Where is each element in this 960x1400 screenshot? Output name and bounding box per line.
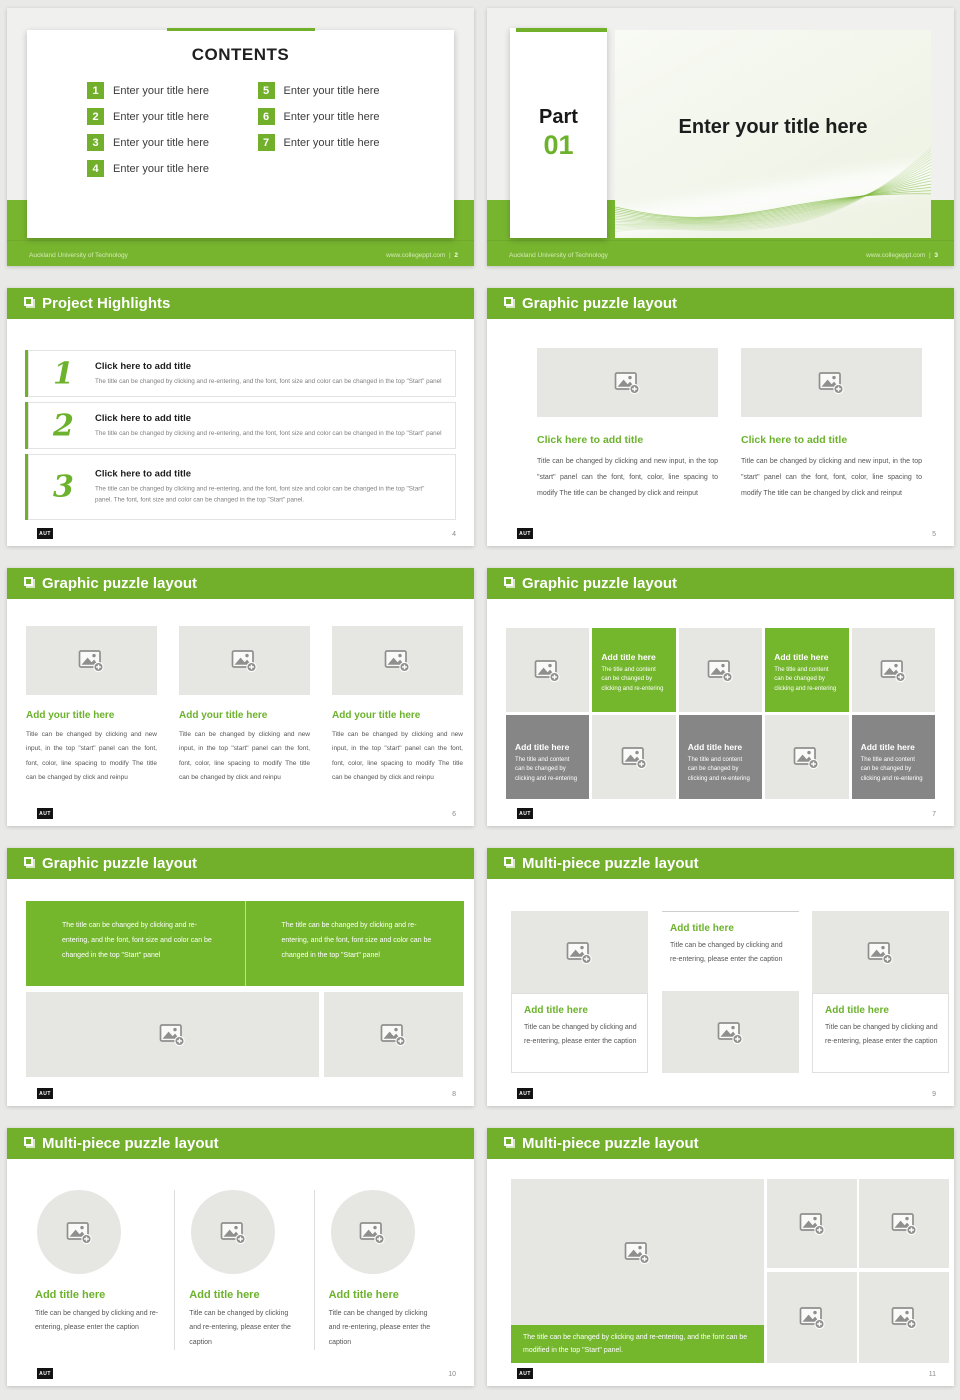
page-number: 11 (928, 1371, 936, 1378)
column-title: Add title here (524, 1005, 588, 1016)
section-header-bar (7, 848, 474, 879)
highlight-body: The title can be changed by clicking and re-entering, and the font, font size and color can be changed in the top "Start" panel. The font, font size and color can be changed in the top "Start" panel. (95, 485, 425, 504)
content-column (741, 348, 922, 501)
ballot-box-icon (504, 577, 513, 586)
contents-item: 1 Enter your title here (87, 82, 258, 99)
column-body: Title can be changed by clicking and new input, in the top "start" panel can the font, font, color, line spacing to modify The title can be changed by click and reinput (741, 458, 922, 497)
slide-part-01[interactable] (487, 8, 954, 266)
banner-text-right: The title can be changed by clicking and re-entering, and the font, font size and color can be changed in the top "Start" panel (245, 901, 465, 986)
item-number-badge: 2 (87, 108, 104, 125)
aut-logo: AUT (517, 808, 533, 819)
column-title: Add title here (825, 1005, 889, 1016)
slide-graphic-puzzle-2col[interactable] (487, 288, 954, 546)
page-number: 10 (448, 1371, 456, 1378)
content-column (35, 1190, 174, 1350)
highlight-title: Click here to add title (95, 412, 192, 424)
image-placeholder (767, 1179, 857, 1268)
content-column (314, 1190, 453, 1350)
item-number-badge: 7 (258, 134, 275, 151)
image-placeholder (767, 1272, 857, 1363)
column-body: Title can be changed by clicking and new input, in the top "start" panel can the font, font, color, line spacing to modify The title can be changed by click and reinpu (26, 731, 157, 781)
section-title-panel (615, 30, 931, 238)
column-body: Title can be changed by clicking and new input, in the top "start" panel can the font, font, color, line spacing to modify The title can be changed by click and reinput (537, 458, 718, 497)
image-placeholder-icon (891, 1211, 918, 1236)
image-placeholder-icon (614, 370, 641, 395)
part-card (510, 28, 607, 238)
part-number: 01 (543, 129, 574, 160)
column-body: Title can be changed by clicking and re-entering, please enter the caption (189, 1310, 291, 1346)
image-placeholder (859, 1272, 949, 1363)
column-title: Add your title here (26, 710, 115, 721)
column-title: Click here to add title (537, 434, 644, 446)
image-placeholder (765, 715, 848, 799)
highlight-item (25, 350, 456, 397)
column-title: Add your title here (332, 710, 421, 721)
image-placeholder (662, 991, 799, 1073)
banner-text-left: The title can be changed by clicking and re-entering, and the font, font size and color can be changed in the top "Start" panel (62, 922, 212, 960)
page-number: 3 (934, 252, 938, 259)
section-header-title: Project Highlights (42, 295, 171, 312)
text-tile: Add title here The title and content can be changed by clicking and re-entering (592, 628, 675, 712)
image-placeholder (26, 992, 319, 1077)
contents-item: 3 Enter your title here (87, 134, 258, 151)
image-placeholder-icon (799, 1211, 826, 1236)
section-header-title: Multi-piece puzzle layout (522, 1135, 699, 1152)
text-tile: Add title here The title and content can be changed by clicking and re-entering (506, 715, 589, 799)
image-caption: The title can be changed by clicking and re-entering, and the font can be modified in the top "Start" panel. (511, 1325, 764, 1363)
image-placeholder-icon (159, 1022, 186, 1047)
column-body: Title can be changed by clicking and re-entering, please enter the caption (524, 1024, 637, 1045)
highlight-title: Click here to add title (95, 360, 192, 372)
section-header-bar (487, 1128, 954, 1159)
section-header-title: Multi-piece puzzle layout (42, 1135, 219, 1152)
column-title: Add title here (189, 1289, 260, 1301)
image-placeholder (332, 626, 463, 695)
highlight-title: Click here to add title (95, 468, 192, 480)
image-placeholder-icon (818, 370, 845, 395)
slide-graphic-puzzle-banner[interactable] (7, 848, 474, 1106)
image-placeholder (511, 1179, 764, 1325)
page-number: 4 (452, 531, 456, 538)
green-banner (26, 901, 464, 986)
image-placeholder (537, 348, 718, 417)
slide-multi-piece-grid[interactable] (487, 1128, 954, 1386)
content-column (511, 911, 648, 1073)
slide-graphic-puzzle-grid[interactable] (487, 568, 954, 826)
image-placeholder-icon (384, 648, 411, 673)
column-body: Title can be changed by clicking and re-entering, please enter the caption (35, 1310, 159, 1332)
image-placeholder-icon (220, 1220, 247, 1245)
page-number: 6 (452, 811, 456, 818)
image-placeholder-icon (793, 745, 820, 770)
image-grid (767, 1179, 949, 1363)
page-number: 9 (932, 1091, 936, 1098)
aut-logo: AUT (37, 1088, 53, 1099)
page-number: 5 (932, 531, 936, 538)
accent-line (516, 28, 607, 32)
column-title: Add title here (670, 923, 734, 934)
highlight-number: 1 (53, 356, 74, 391)
image-placeholder (812, 911, 949, 993)
section-header-bar (487, 568, 954, 599)
section-header-title: Graphic puzzle layout (522, 575, 678, 592)
accent-line (167, 28, 315, 31)
image-placeholder-icon (380, 1022, 407, 1047)
footer-site: www.collegeppt.com (866, 252, 926, 259)
section-title: Enter your title here (678, 116, 868, 138)
column-body: Title can be changed by clicking and re-entering, please enter the caption (670, 942, 783, 963)
text-tile: Add title here The title and content can be changed by clicking and re-entering (852, 715, 935, 799)
content-column (174, 1190, 313, 1350)
page-number: 8 (452, 1091, 456, 1098)
aut-logo: AUT (517, 1368, 533, 1379)
ballot-box-icon (504, 857, 513, 866)
image-placeholder-icon (717, 1020, 744, 1045)
section-header-title: Graphic puzzle layout (42, 575, 198, 592)
highlight-number: 2 (53, 408, 74, 443)
aut-logo: AUT (37, 1368, 53, 1379)
image-placeholder-icon (799, 1305, 826, 1330)
page-number: 2 (454, 252, 458, 259)
section-header-bar (7, 288, 474, 319)
image-placeholder-icon (566, 940, 593, 965)
content-column (26, 626, 157, 785)
item-number-badge: 5 (258, 82, 275, 99)
page-number: 7 (932, 811, 936, 818)
image-placeholder (859, 1179, 949, 1268)
image-placeholder (324, 992, 463, 1077)
column-body: Title can be changed by clicking and re-entering, please enter the caption (328, 1310, 431, 1346)
contents-item: 4 Enter your title here (87, 160, 258, 177)
contents-item: 2 Enter your title here (87, 108, 258, 125)
image-placeholder (592, 715, 675, 799)
contents-item: 7 Enter your title here (258, 134, 429, 151)
slide-footer: Auckland University of Technology www.collegeppt.com | 2 (29, 252, 458, 259)
section-header-title: Graphic puzzle layout (522, 295, 678, 312)
contents-list (87, 82, 428, 177)
image-placeholder (852, 628, 935, 712)
ballot-box-icon (24, 577, 33, 586)
section-header-title: Multi-piece puzzle layout (522, 855, 699, 872)
slide-graphic-puzzle-3col[interactable] (7, 568, 474, 826)
image-placeholder-icon (891, 1305, 918, 1330)
image-placeholder (741, 348, 922, 417)
contents-title: CONTENTS (191, 45, 290, 64)
section-header-title: Graphic puzzle layout (42, 855, 198, 872)
item-number-badge: 4 (87, 160, 104, 177)
image-placeholder-icon (624, 1240, 651, 1265)
content-column (812, 911, 949, 1073)
wave-graphic (615, 69, 931, 238)
column-body: Title can be changed by clicking and new input, in the top "start" panel can the font, font, color, line spacing to modify The title can be changed by click and reinpu (332, 731, 463, 781)
ballot-box-icon (24, 297, 33, 306)
item-number-badge: 6 (258, 108, 275, 125)
section-header-bar (7, 568, 474, 599)
ballot-box-icon (504, 1137, 513, 1146)
image-placeholder-icon (66, 1220, 93, 1245)
slide-footer: Auckland University of Technology www.collegeppt.com | 3 (509, 252, 938, 259)
section-header-bar (487, 848, 954, 879)
aut-logo: AUT (37, 528, 53, 539)
column-title: Click here to add title (741, 434, 848, 446)
image-placeholder (679, 628, 762, 712)
highlight-item (25, 454, 456, 520)
slide-project-highlights[interactable] (7, 288, 474, 546)
image-placeholder-icon (707, 658, 734, 683)
text-tile: Add title here The title and content can be changed by clicking and re-entering (679, 715, 762, 799)
column-title: Add title here (328, 1289, 399, 1301)
section-header-bar (7, 1128, 474, 1159)
image-placeholder-icon (359, 1220, 386, 1245)
highlight-item (25, 402, 456, 449)
slide-contents[interactable] (7, 8, 474, 266)
content-column (537, 348, 718, 501)
image-placeholder-icon (534, 658, 561, 683)
content-column (179, 626, 310, 785)
ballot-box-icon (504, 297, 513, 306)
contents-card (27, 30, 454, 238)
part-label: Part (539, 105, 578, 128)
slide-multi-piece-circles[interactable] (7, 1128, 474, 1386)
image-placeholder-icon (231, 648, 258, 673)
puzzle-grid (506, 628, 935, 799)
section-header-bar (487, 288, 954, 319)
image-placeholder-icon (867, 940, 894, 965)
content-column (332, 626, 463, 785)
highlight-number: 3 (53, 469, 74, 505)
ballot-box-icon (24, 857, 33, 866)
slide-multi-piece-3col[interactable] (487, 848, 954, 1106)
image-placeholder-icon (880, 658, 907, 683)
highlight-body: The title can be changed by clicking and re-entering, and the font, font size and color can be changed in the top "Start" panel (95, 377, 442, 385)
column-title: Add title here (35, 1289, 106, 1301)
image-placeholder (179, 626, 310, 695)
image-placeholder-circle (331, 1190, 415, 1274)
image-placeholder (511, 911, 648, 993)
contents-item: 6 Enter your title here (258, 108, 429, 125)
aut-logo: AUT (37, 808, 53, 819)
content-column (662, 911, 799, 1073)
column-body: Title can be changed by clicking and new input, in the top "start" panel can the font, font, color, line spacing to modify The title can be changed by click and reinpu (179, 731, 310, 781)
column-title: Add your title here (179, 710, 268, 721)
column-body: Title can be changed by clicking and re-entering, please enter the caption (825, 1024, 938, 1045)
footer-university: Auckland University of Technology (509, 252, 608, 259)
item-number-badge: 3 (87, 134, 104, 151)
footer-site: www.collegeppt.com (386, 252, 446, 259)
image-placeholder-circle (37, 1190, 121, 1274)
footer-university: Auckland University of Technology (29, 252, 128, 259)
image-placeholder-icon (78, 648, 105, 673)
ballot-box-icon (24, 1137, 33, 1146)
aut-logo: AUT (517, 1088, 533, 1099)
highlight-body: The title can be changed by clicking and re-entering, and the font, font size and color can be changed in the top "Start" panel (95, 429, 442, 437)
aut-logo: AUT (517, 528, 533, 539)
image-placeholder (506, 628, 589, 712)
image-placeholder (26, 626, 157, 695)
image-placeholder-icon (621, 745, 648, 770)
text-tile: Add title here The title and content can be changed by clicking and re-entering (765, 628, 848, 712)
contents-item: 5 Enter your title here (258, 82, 429, 99)
image-placeholder-circle (191, 1190, 275, 1274)
item-number-badge: 1 (87, 82, 104, 99)
